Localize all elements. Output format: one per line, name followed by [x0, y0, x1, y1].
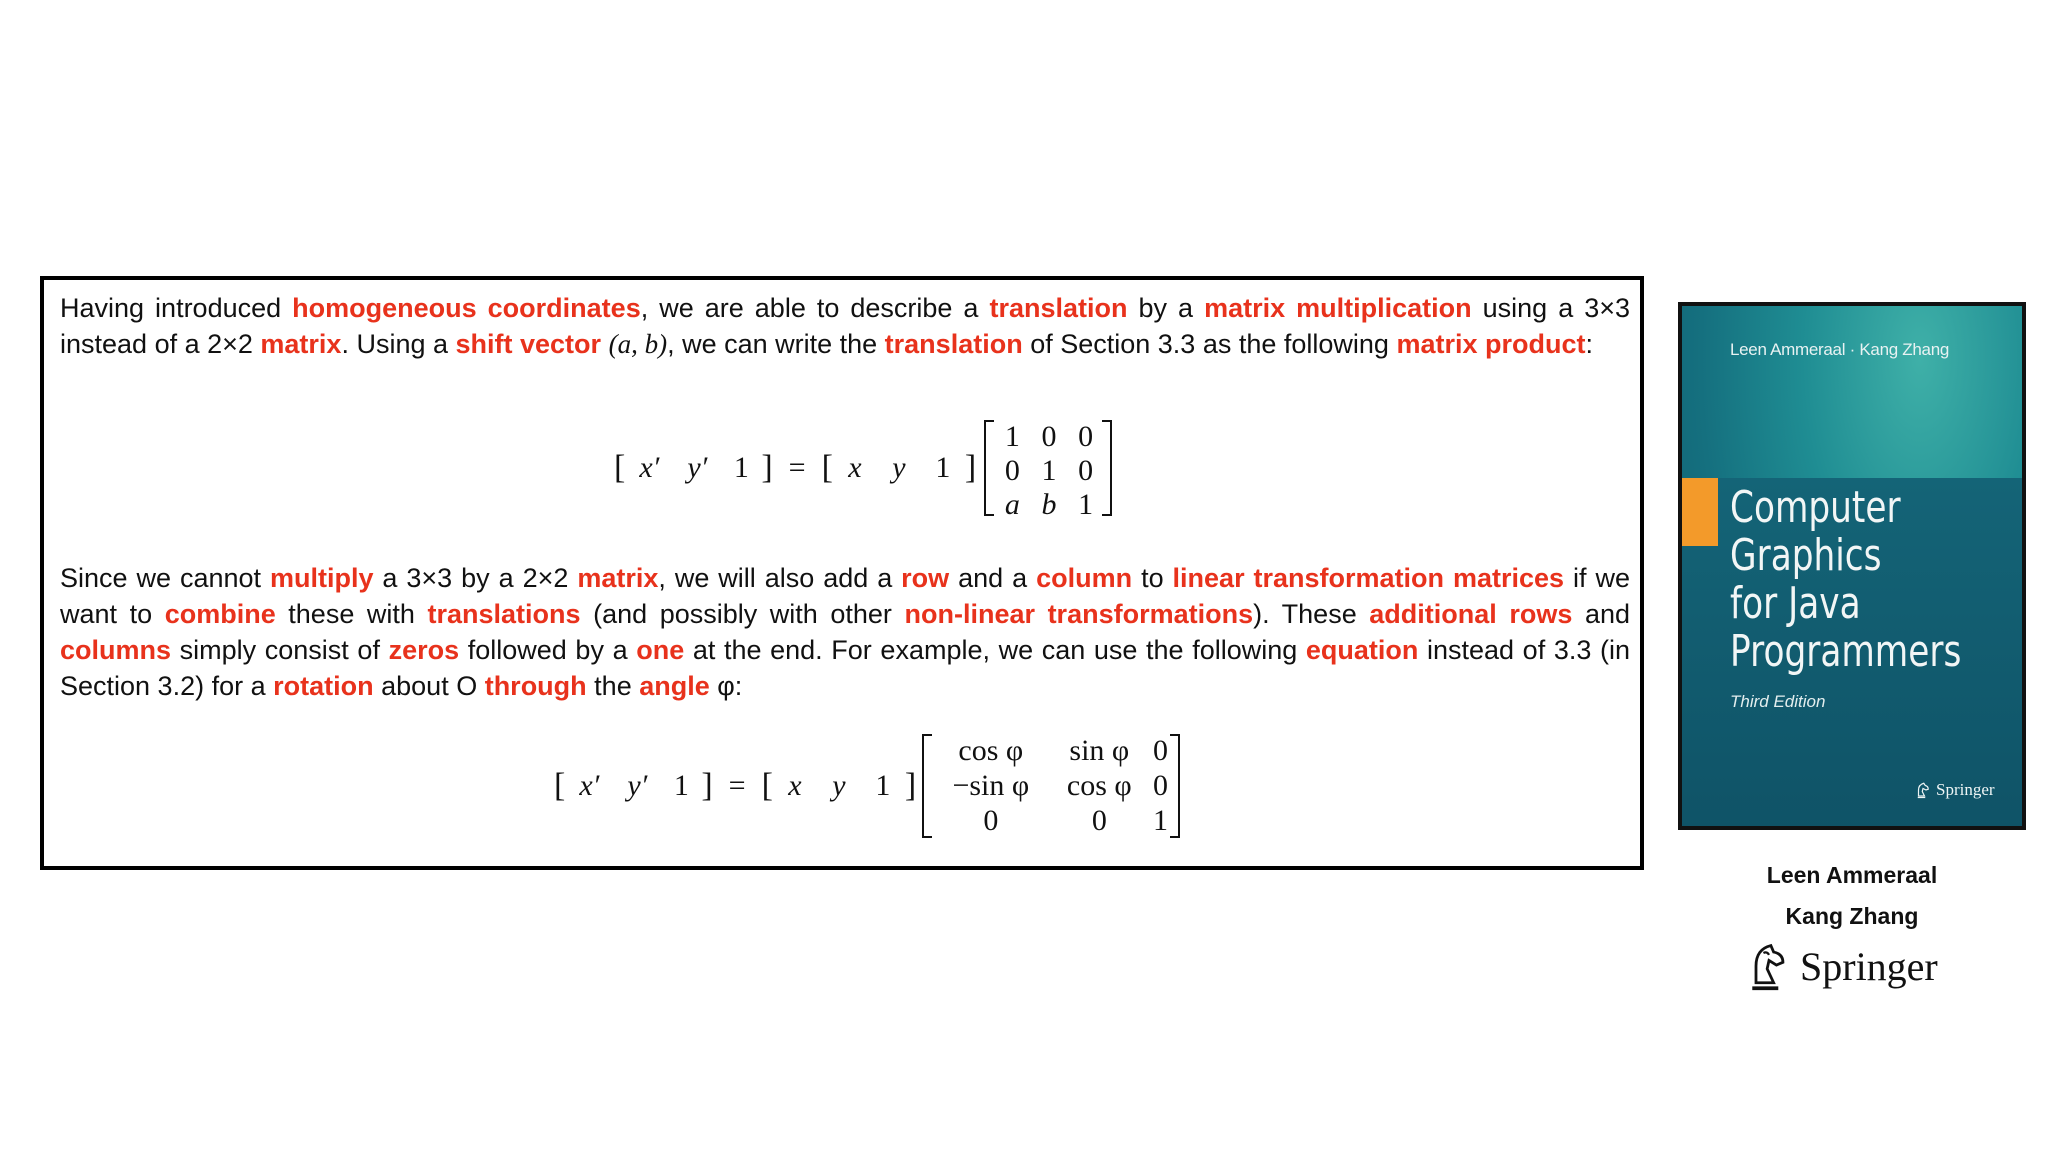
keyword: homogeneous coordinates: [292, 293, 641, 323]
vector-entry: 1: [875, 769, 891, 802]
cover-authors: Leen Ammeraal · Kang Zhang: [1730, 340, 1950, 359]
matrix-cell: a: [1004, 488, 1020, 521]
vector-entry: x′: [579, 769, 600, 802]
cover-title-line: Computer: [1730, 482, 1901, 533]
vector-entry: y: [892, 451, 906, 484]
matrix-cell: 1: [1078, 488, 1094, 521]
equation-rotation: [554, 734, 1194, 838]
text-span: about O: [373, 671, 485, 701]
keyword: non-linear transformations: [904, 599, 1254, 629]
vector-entry: y′: [627, 769, 648, 802]
vector-entry: x: [848, 451, 862, 484]
matrix-cell: 0: [1152, 734, 1168, 768]
equation-translation: [614, 420, 1134, 521]
text-span: by a: [1127, 293, 1205, 323]
author-name: Kang Zhang: [1785, 903, 1919, 929]
math-inline: (a, b): [608, 329, 668, 359]
vector-entry: 1: [935, 451, 951, 484]
text-span: if we want to: [60, 563, 1630, 629]
matrix-cell: sin φ: [1069, 734, 1130, 768]
book-cover: [1678, 302, 2026, 830]
keyword: linear transformation matrices: [1172, 563, 1565, 593]
rotation-matrix: [922, 734, 1180, 838]
keyword: columns: [60, 635, 172, 665]
cover-title-line: Programmers: [1730, 626, 1962, 677]
keyword: additional rows: [1369, 599, 1573, 629]
keyword: through: [484, 671, 587, 701]
text-span: and: [1572, 599, 1630, 629]
cover-title-line: Graphics: [1730, 530, 1882, 581]
text-span: the: [586, 671, 640, 701]
text-span: :: [1585, 329, 1593, 359]
keyword: combine: [164, 599, 276, 629]
keyword: matrix: [260, 329, 342, 359]
equals-sign: =: [788, 451, 806, 484]
text-span: using a 3×3 instead of a 2×2: [60, 293, 1631, 359]
cover-title: [1730, 484, 2026, 676]
text-span: and a: [949, 563, 1037, 593]
matrix-cell: 0: [983, 803, 999, 837]
vector-entry: 1: [673, 769, 689, 802]
text-span: at the end. For example, we can use the following: [684, 635, 1306, 665]
keyword: column: [1036, 563, 1133, 593]
vector-entry: x′: [639, 451, 660, 484]
publisher-name: Springer: [1800, 943, 1938, 989]
keyword: translation: [989, 293, 1128, 323]
vector-entry: y: [832, 769, 846, 802]
result-row-vector: [ x′ y′ 1 ]: [554, 767, 713, 804]
text-span: to: [1132, 563, 1173, 593]
matrix-cell: 1: [1041, 454, 1057, 487]
author-name: Leen Ammeraal: [1766, 862, 1938, 888]
keyword: multiply: [269, 563, 374, 593]
cover-accent-bar: [1682, 478, 1718, 546]
text-span: simply consist of: [171, 635, 389, 665]
text-span: these with: [275, 599, 428, 629]
input-row-vector: [ x y 1 ]: [821, 449, 977, 486]
keyword: equation: [1305, 635, 1419, 665]
keyword: translations: [427, 599, 581, 629]
text-span: (and possibly with other: [580, 599, 905, 629]
vector-entry: y′: [687, 451, 708, 484]
keyword: one: [636, 635, 685, 665]
keyword: translation: [884, 329, 1023, 359]
text-span: instead of 3.3 (in Section 3.2) for a: [60, 635, 1630, 701]
springer-horse-icon: [1746, 940, 1792, 992]
keyword: matrix product: [1396, 329, 1586, 359]
translation-matrix: [984, 420, 1112, 521]
keyword: matrix multiplication: [1204, 293, 1472, 323]
equals-sign: =: [728, 769, 746, 802]
vector-entry: 1: [733, 451, 749, 484]
matrix-cell: 0: [1078, 420, 1094, 453]
matrix-cell: −sin φ: [952, 768, 1030, 802]
keyword: zeros: [388, 635, 460, 665]
text-span: , we will also add a: [658, 563, 902, 593]
matrix-cell: 1: [1004, 420, 1020, 453]
text-span: of Section 3.3 as the following: [1022, 329, 1397, 359]
paragraph-translation: [60, 290, 1630, 362]
matrix-cell: cos φ: [1066, 768, 1132, 802]
paragraph-rotation: [60, 560, 1630, 704]
text-span: a 3×3 by a 2×2: [373, 563, 578, 593]
input-row-vector: [ x y 1 ]: [761, 767, 917, 804]
matrix-cell: 0: [1004, 454, 1020, 487]
text-span: ). These: [1253, 599, 1370, 629]
keyword: angle: [639, 671, 710, 701]
cover-publisher: [1914, 780, 1995, 800]
text-span: followed by a: [459, 635, 637, 665]
keyword: shift vector: [455, 329, 602, 359]
cover-publisher-name: Springer: [1936, 780, 1995, 799]
cover-edition: Third Edition: [1730, 692, 1826, 711]
cover-title-line: for Java: [1730, 578, 1861, 629]
matrix-cell: 0: [1091, 803, 1107, 837]
text-span: , we are able to describe a: [640, 293, 990, 323]
keyword: row: [901, 563, 950, 593]
text-span: Having introduced: [60, 293, 293, 323]
matrix-cell: b: [1041, 488, 1057, 521]
matrix-cell: 0: [1152, 768, 1168, 802]
text-span: , we can write the: [667, 329, 885, 359]
text-span: [601, 329, 609, 359]
matrix-cell: 0: [1041, 420, 1057, 453]
vector-entry: x: [788, 769, 802, 802]
content-box: [40, 276, 1644, 870]
keyword: rotation: [273, 671, 374, 701]
matrix-cell: cos φ: [958, 734, 1024, 768]
result-row-vector: [ x′ y′ 1 ]: [614, 449, 773, 486]
matrix-cell: 1: [1152, 803, 1168, 837]
springer-horse-icon: [1914, 781, 1932, 799]
publisher-logo: [1746, 940, 1938, 992]
text-span: Since we cannot: [60, 563, 270, 593]
text-span: φ:: [709, 671, 743, 701]
keyword: matrix: [577, 563, 659, 593]
text-span: . Using a: [341, 329, 456, 359]
matrix-cell: 0: [1078, 454, 1094, 487]
